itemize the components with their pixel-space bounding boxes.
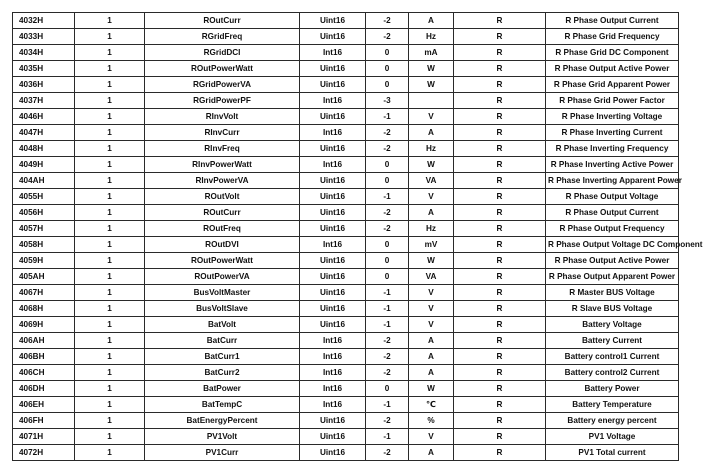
register-description-cell: Battery Current: [546, 333, 679, 349]
register-length-cell: 1: [75, 173, 145, 189]
register-description-cell: R Slave BUS Voltage: [546, 301, 679, 317]
register-address-cell: 4033H: [13, 29, 75, 45]
register-description-cell: R Phase Inverting Frequency: [546, 141, 679, 157]
unit-cell: %: [409, 413, 454, 429]
scale-factor-cell: 0: [366, 253, 409, 269]
table-row: [13, 109, 679, 125]
register-name-cell: RGridFreq: [145, 29, 300, 45]
register-name-cell: ROutVolt: [145, 189, 300, 205]
register-name-cell: RInvPowerVA: [145, 173, 300, 189]
access-mode-cell: R: [454, 429, 546, 445]
access-mode-cell: R: [454, 269, 546, 285]
unit-cell: V: [409, 109, 454, 125]
access-mode-cell: R: [454, 413, 546, 429]
register-description-cell: PV1 Total current: [546, 445, 679, 461]
register-name-cell: BatVolt: [145, 317, 300, 333]
register-length-cell: 1: [75, 221, 145, 237]
data-type-cell: Int16: [300, 157, 366, 173]
register-description-cell: R Phase Output Active Power: [546, 61, 679, 77]
data-type-cell: Uint16: [300, 317, 366, 333]
data-type-cell: Uint16: [300, 77, 366, 93]
access-mode-cell: R: [454, 317, 546, 333]
access-mode-cell: R: [454, 253, 546, 269]
register-description-cell: R Phase Grid Apparent Power: [546, 77, 679, 93]
register-name-cell: RGridPowerPF: [145, 93, 300, 109]
register-address-cell: 4055H: [13, 189, 75, 205]
scale-factor-cell: -2: [366, 365, 409, 381]
scale-factor-cell: 0: [366, 237, 409, 253]
register-name-cell: RGridPowerVA: [145, 77, 300, 93]
register-length-cell: 1: [75, 237, 145, 253]
register-name-cell: ROutCurr: [145, 205, 300, 221]
register-description-cell: Battery Temperature: [546, 397, 679, 413]
access-mode-cell: R: [454, 13, 546, 29]
register-name-cell: BatEnergyPercent: [145, 413, 300, 429]
access-mode-cell: R: [454, 445, 546, 461]
access-mode-cell: R: [454, 285, 546, 301]
data-type-cell: Uint16: [300, 429, 366, 445]
register-length-cell: 1: [75, 13, 145, 29]
register-address-cell: 406FH: [13, 413, 75, 429]
unit-cell: VA: [409, 269, 454, 285]
unit-cell: W: [409, 253, 454, 269]
scale-factor-cell: 0: [366, 77, 409, 93]
data-type-cell: Int16: [300, 349, 366, 365]
unit-cell: A: [409, 365, 454, 381]
scale-factor-cell: 0: [366, 381, 409, 397]
register-length-cell: 1: [75, 397, 145, 413]
access-mode-cell: R: [454, 173, 546, 189]
data-type-cell: Uint16: [300, 189, 366, 205]
table-row: [13, 29, 679, 45]
register-length-cell: 1: [75, 429, 145, 445]
access-mode-cell: R: [454, 157, 546, 173]
scale-factor-cell: -1: [366, 317, 409, 333]
register-length-cell: 1: [75, 77, 145, 93]
scale-factor-cell: 0: [366, 269, 409, 285]
unit-cell: V: [409, 189, 454, 205]
unit-cell: VA: [409, 173, 454, 189]
register-length-cell: 1: [75, 141, 145, 157]
register-address-cell: 4048H: [13, 141, 75, 157]
scale-factor-cell: 0: [366, 173, 409, 189]
table-row: [13, 269, 679, 285]
register-name-cell: BatTempC: [145, 397, 300, 413]
register-description-cell: R Phase Grid Power Factor: [546, 93, 679, 109]
table-row: [13, 429, 679, 445]
access-mode-cell: R: [454, 237, 546, 253]
register-length-cell: 1: [75, 301, 145, 317]
scale-factor-cell: -2: [366, 13, 409, 29]
unit-cell: A: [409, 125, 454, 141]
unit-cell: W: [409, 381, 454, 397]
data-type-cell: Uint16: [300, 29, 366, 45]
unit-cell: mA: [409, 45, 454, 61]
register-name-cell: ROutDVI: [145, 237, 300, 253]
data-type-cell: Uint16: [300, 13, 366, 29]
register-length-cell: 1: [75, 93, 145, 109]
access-mode-cell: R: [454, 221, 546, 237]
data-type-cell: Uint16: [300, 413, 366, 429]
data-type-cell: Uint16: [300, 61, 366, 77]
unit-cell: A: [409, 445, 454, 461]
register-address-cell: 406DH: [13, 381, 75, 397]
register-name-cell: BatPower: [145, 381, 300, 397]
unit-cell: A: [409, 13, 454, 29]
data-type-cell: Int16: [300, 125, 366, 141]
register-name-cell: PV1Volt: [145, 429, 300, 445]
table-row: [13, 301, 679, 317]
table-row: [13, 141, 679, 157]
scale-factor-cell: 0: [366, 45, 409, 61]
register-description-cell: R Phase Inverting Active Power: [546, 157, 679, 173]
table-row: [13, 333, 679, 349]
access-mode-cell: R: [454, 189, 546, 205]
scale-factor-cell: 0: [366, 157, 409, 173]
scale-factor-cell: -1: [366, 301, 409, 317]
access-mode-cell: R: [454, 93, 546, 109]
data-type-cell: Uint16: [300, 173, 366, 189]
table-row: [13, 237, 679, 253]
table-row: [13, 397, 679, 413]
scale-factor-cell: -2: [366, 141, 409, 157]
scale-factor-cell: -2: [366, 29, 409, 45]
register-name-cell: ROutPowerWatt: [145, 253, 300, 269]
register-address-cell: 406EH: [13, 397, 75, 413]
register-address-cell: 406BH: [13, 349, 75, 365]
register-name-cell: BatCurr1: [145, 349, 300, 365]
access-mode-cell: R: [454, 333, 546, 349]
register-description-cell: R Phase Output Frequency: [546, 221, 679, 237]
register-address-cell: 406CH: [13, 365, 75, 381]
table-row: [13, 93, 679, 109]
register-address-cell: 4071H: [13, 429, 75, 445]
table-row: [13, 125, 679, 141]
data-type-cell: Uint16: [300, 285, 366, 301]
register-address-cell: 4056H: [13, 205, 75, 221]
scale-factor-cell: -2: [366, 413, 409, 429]
table-row: [13, 173, 679, 189]
access-mode-cell: R: [454, 141, 546, 157]
table-row: [13, 317, 679, 333]
register-length-cell: 1: [75, 317, 145, 333]
unit-cell: A: [409, 205, 454, 221]
unit-cell: mV: [409, 237, 454, 253]
register-description-cell: R Master BUS Voltage: [546, 285, 679, 301]
table-row: [13, 45, 679, 61]
register-description-cell: R Phase Grid Frequency: [546, 29, 679, 45]
table-row: [13, 285, 679, 301]
data-type-cell: Int16: [300, 381, 366, 397]
register-length-cell: 1: [75, 269, 145, 285]
register-length-cell: 1: [75, 413, 145, 429]
register-address-cell: 4059H: [13, 253, 75, 269]
table-row: [13, 61, 679, 77]
register-name-cell: RGridDCI: [145, 45, 300, 61]
register-description-cell: R Phase Output Current: [546, 205, 679, 221]
register-name-cell: ROutCurr: [145, 13, 300, 29]
scale-factor-cell: -1: [366, 109, 409, 125]
register-address-cell: 4034H: [13, 45, 75, 61]
table-row: [13, 413, 679, 429]
data-type-cell: Int16: [300, 365, 366, 381]
unit-cell: V: [409, 429, 454, 445]
table-row: [13, 157, 679, 173]
table-row: [13, 349, 679, 365]
data-type-cell: Int16: [300, 45, 366, 61]
register-address-cell: 4032H: [13, 13, 75, 29]
register-length-cell: 1: [75, 61, 145, 77]
register-name-cell: RInvPowerWatt: [145, 157, 300, 173]
access-mode-cell: R: [454, 45, 546, 61]
register-address-cell: 4069H: [13, 317, 75, 333]
data-type-cell: Uint16: [300, 253, 366, 269]
scale-factor-cell: -2: [366, 349, 409, 365]
register-length-cell: 1: [75, 445, 145, 461]
register-address-cell: 4072H: [13, 445, 75, 461]
access-mode-cell: R: [454, 365, 546, 381]
unit-cell: W: [409, 77, 454, 93]
unit-cell: W: [409, 61, 454, 77]
register-table-body: [13, 13, 703, 461]
register-address-cell: 4036H: [13, 77, 75, 93]
register-description-cell: R Phase Grid DC Component: [546, 45, 679, 61]
register-description-cell: R Phase Inverting Current: [546, 125, 679, 141]
scale-factor-cell: -1: [366, 189, 409, 205]
register-description-cell: PV1 Voltage: [546, 429, 679, 445]
data-type-cell: Uint16: [300, 141, 366, 157]
data-type-cell: Uint16: [300, 301, 366, 317]
unit-cell: A: [409, 349, 454, 365]
table-row: [13, 77, 679, 93]
unit-cell: A: [409, 333, 454, 349]
data-type-cell: Uint16: [300, 445, 366, 461]
scale-factor-cell: -2: [366, 221, 409, 237]
unit-cell: V: [409, 301, 454, 317]
table-row: [13, 189, 679, 205]
unit-cell: Hz: [409, 29, 454, 45]
register-length-cell: 1: [75, 333, 145, 349]
register-name-cell: PV1Curr: [145, 445, 300, 461]
unit-cell: ℃: [409, 397, 454, 413]
table-row: [13, 365, 679, 381]
register-description-cell: R Phase Inverting Voltage: [546, 109, 679, 125]
access-mode-cell: R: [454, 349, 546, 365]
register-length-cell: 1: [75, 205, 145, 221]
access-mode-cell: R: [454, 125, 546, 141]
register-description-cell: R Phase Output Apparent Power: [546, 269, 679, 285]
register-length-cell: 1: [75, 45, 145, 61]
register-address-cell: 4046H: [13, 109, 75, 125]
register-description-cell: R Phase Output Active Power: [546, 253, 679, 269]
scale-factor-cell: -1: [366, 397, 409, 413]
register-length-cell: 1: [75, 189, 145, 205]
unit-cell: W: [409, 157, 454, 173]
register-address-cell: 4068H: [13, 301, 75, 317]
register-name-cell: ROutPowerVA: [145, 269, 300, 285]
register-address-cell: 4037H: [13, 93, 75, 109]
unit-cell: V: [409, 285, 454, 301]
access-mode-cell: R: [454, 205, 546, 221]
scale-factor-cell: -2: [366, 125, 409, 141]
register-address-cell: 4035H: [13, 61, 75, 77]
register-address-cell: 406AH: [13, 333, 75, 349]
register-name-cell: BusVoltSlave: [145, 301, 300, 317]
register-address-cell: 404AH: [13, 173, 75, 189]
table-row: [13, 221, 679, 237]
data-type-cell: Int16: [300, 237, 366, 253]
register-address-cell: 4049H: [13, 157, 75, 173]
register-description-cell: R Phase Output Voltage: [546, 189, 679, 205]
table-row: [13, 253, 679, 269]
register-name-cell: BatCurr: [145, 333, 300, 349]
register-name-cell: BusVoltMaster: [145, 285, 300, 301]
register-length-cell: 1: [75, 157, 145, 173]
register-address-cell: 4067H: [13, 285, 75, 301]
scale-factor-cell: -1: [366, 429, 409, 445]
register-address-cell: 405AH: [13, 269, 75, 285]
register-length-cell: 1: [75, 125, 145, 141]
access-mode-cell: R: [454, 397, 546, 413]
register-name-cell: RInvVolt: [145, 109, 300, 125]
table-row: [13, 205, 679, 221]
register-name-cell: ROutPowerWatt: [145, 61, 300, 77]
register-length-cell: 1: [75, 253, 145, 269]
register-description-cell: Battery Voltage: [546, 317, 679, 333]
access-mode-cell: R: [454, 109, 546, 125]
register-length-cell: 1: [75, 381, 145, 397]
data-type-cell: Uint16: [300, 205, 366, 221]
register-length-cell: 1: [75, 349, 145, 365]
register-length-cell: 1: [75, 365, 145, 381]
scale-factor-cell: -2: [366, 205, 409, 221]
register-name-cell: ROutFreq: [145, 221, 300, 237]
register-description-cell: Battery Power: [546, 381, 679, 397]
access-mode-cell: R: [454, 381, 546, 397]
data-type-cell: Uint16: [300, 221, 366, 237]
access-mode-cell: R: [454, 301, 546, 317]
register-description-cell: R Phase Output Voltage DC Component: [546, 237, 679, 253]
register-address-cell: 4057H: [13, 221, 75, 237]
scale-factor-cell: -3: [366, 93, 409, 109]
unit-cell: [409, 93, 454, 109]
unit-cell: Hz: [409, 141, 454, 157]
table-row: [13, 13, 679, 29]
register-table: [12, 12, 703, 461]
unit-cell: Hz: [409, 221, 454, 237]
data-type-cell: Int16: [300, 397, 366, 413]
scale-factor-cell: -1: [366, 285, 409, 301]
register-name-cell: RInvCurr: [145, 125, 300, 141]
access-mode-cell: R: [454, 77, 546, 93]
table-row: [13, 445, 679, 461]
data-type-cell: Uint16: [300, 109, 366, 125]
register-description-cell: Battery control1 Current: [546, 349, 679, 365]
register-description-cell: Battery control2 Current: [546, 365, 679, 381]
access-mode-cell: R: [454, 29, 546, 45]
scale-factor-cell: 0: [366, 61, 409, 77]
register-name-cell: BatCurr2: [145, 365, 300, 381]
register-address-cell: 4058H: [13, 237, 75, 253]
table-row: [13, 381, 679, 397]
register-description-cell: R Phase Inverting Apparent Power: [546, 173, 679, 189]
register-length-cell: 1: [75, 29, 145, 45]
register-description-cell: R Phase Output Current: [546, 13, 679, 29]
register-length-cell: 1: [75, 285, 145, 301]
register-description-cell: Battery energy percent: [546, 413, 679, 429]
scale-factor-cell: -2: [366, 445, 409, 461]
data-type-cell: Int16: [300, 93, 366, 109]
register-name-cell: RInvFreq: [145, 141, 300, 157]
register-length-cell: 1: [75, 109, 145, 125]
scale-factor-cell: -2: [366, 333, 409, 349]
data-type-cell: Uint16: [300, 269, 366, 285]
register-address-cell: 4047H: [13, 125, 75, 141]
access-mode-cell: R: [454, 61, 546, 77]
data-type-cell: Int16: [300, 333, 366, 349]
unit-cell: V: [409, 317, 454, 333]
